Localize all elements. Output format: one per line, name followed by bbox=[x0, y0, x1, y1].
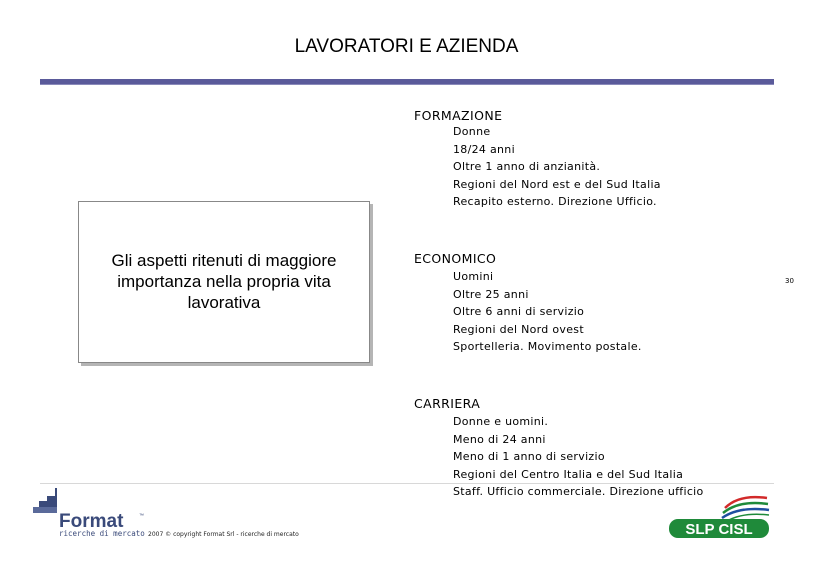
format-logo-tagline: ricerche di mercato bbox=[59, 529, 145, 538]
detail-line: Regioni del Nord ovest bbox=[453, 322, 584, 336]
detail-line: Staff. Ufficio commerciale. Direzione ufficio bbox=[453, 485, 704, 498]
detail-line: Sportelleria. Movimento postale. bbox=[453, 340, 642, 353]
logo-step-mark bbox=[47, 496, 57, 501]
page-number: 30 bbox=[785, 277, 794, 285]
detail-line: Uomini bbox=[453, 270, 494, 283]
detail-line: Donne bbox=[453, 125, 491, 138]
detail-line: Oltre 1 anno di anzianità. bbox=[453, 160, 601, 173]
page-title: LAVORATORI E AZIENDA bbox=[294, 36, 519, 57]
detail-line: 18/24 anni bbox=[453, 142, 515, 156]
summary-box-text: Gli aspetti ritenuti di maggiore importanza nella propria vita lavorativa bbox=[111, 251, 337, 312]
detail-line: Meno di 1 anno di servizio bbox=[453, 450, 605, 463]
slp-cisl-logo bbox=[667, 492, 772, 540]
logo-step-mark bbox=[33, 507, 57, 513]
footer-divider bbox=[40, 483, 774, 484]
category-carriera: CARRIERA bbox=[414, 396, 481, 411]
detail-line: Meno di 24 anni bbox=[453, 432, 546, 446]
category-formazione: FORMAZIONE bbox=[414, 108, 503, 123]
summary-box bbox=[78, 201, 370, 363]
slp-logo-text: SLP CISL bbox=[685, 521, 753, 538]
category-economico: ECONOMICO bbox=[414, 251, 497, 266]
detail-line: Recapito esterno. Direzione Ufficio. bbox=[453, 195, 657, 208]
format-logo-tm: ™ bbox=[139, 513, 144, 519]
format-logo bbox=[33, 486, 158, 540]
details-formazione bbox=[453, 123, 661, 211]
copyright-text: 2007 © copyright Format Srl - ricerche di mercato bbox=[148, 531, 299, 538]
logo-step-mark bbox=[39, 501, 57, 507]
details-economico bbox=[453, 268, 642, 356]
title-divider bbox=[40, 79, 774, 85]
logo-step-mark bbox=[55, 488, 57, 496]
detail-line: Oltre 25 anni bbox=[453, 287, 529, 301]
detail-line: Regioni del Centro Italia e del Sud Italia bbox=[453, 467, 684, 481]
format-logo-name: Format bbox=[59, 511, 124, 532]
details-carriera bbox=[453, 413, 704, 501]
detail-line: Donne e uomini. bbox=[453, 415, 549, 428]
detail-line: Oltre 6 anni di servizio bbox=[453, 305, 585, 318]
detail-line: Regioni del Nord est e del Sud Italia bbox=[453, 177, 661, 191]
